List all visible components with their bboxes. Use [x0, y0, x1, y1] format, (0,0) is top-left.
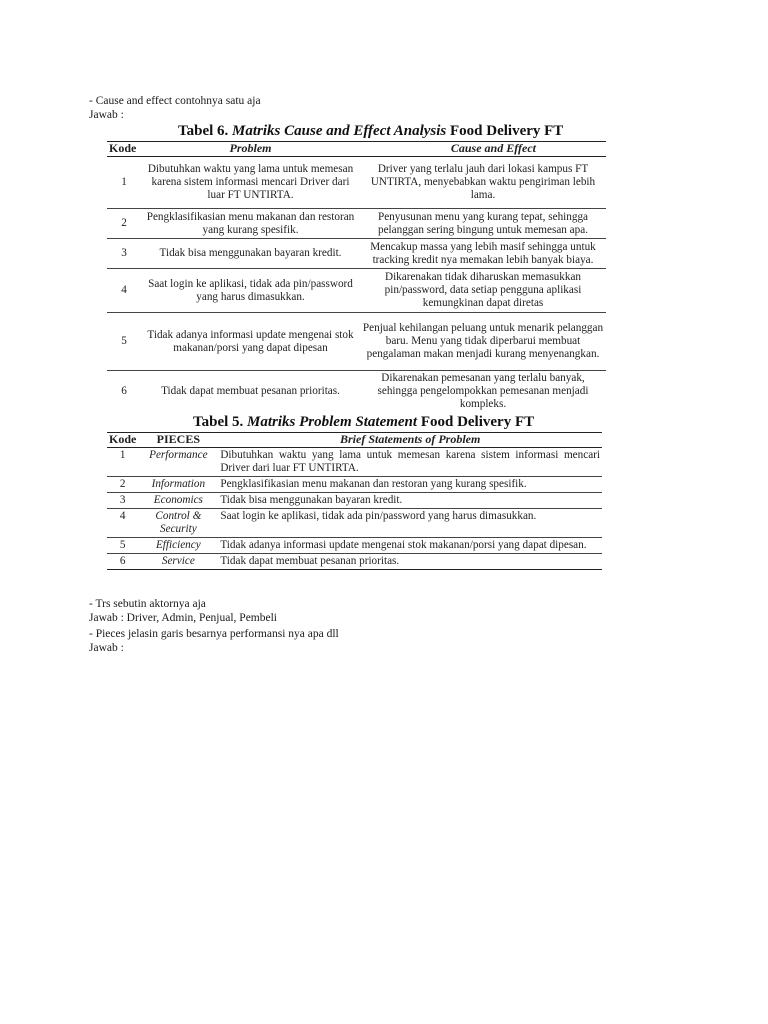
- kode-cell: 3: [107, 239, 141, 269]
- table-row: [107, 371, 606, 413]
- table6-caption-suffix: Food Delivery FT: [450, 123, 564, 139]
- kode-cell: 5: [107, 538, 138, 554]
- cause-effect-table: [107, 141, 606, 413]
- effect-cell: Dikarenakan tidak diharuskan memasukkan pin/password, data setiap pengguna aplikasi kemungkinan dapat diretas: [360, 269, 606, 313]
- kode-cell: 2: [107, 209, 141, 239]
- kode-cell: 4: [107, 509, 138, 538]
- problem-cell: Tidak adanya informasi update mengenai stok makanan/porsi yang dapat dipesan: [141, 313, 360, 371]
- kode-cell: 6: [121, 385, 127, 398]
- table-row: [107, 509, 602, 538]
- table-row: [107, 538, 602, 554]
- table5-caption-prefix: Tabel 5.: [193, 414, 244, 430]
- answer-label: Jawab :: [89, 109, 124, 121]
- header-problem: Problem: [141, 142, 360, 157]
- table-header-row: [107, 142, 606, 157]
- kode-cell: 5: [107, 313, 141, 371]
- problem-cell: Tidak bisa menggunakan bayaran kredit.: [141, 239, 360, 269]
- kode-cell: 6: [107, 554, 138, 570]
- table6-caption: [178, 123, 563, 140]
- statement-cell: Tidak adanya informasi update mengenai stok makanan/porsi yang dapat dipesan.: [218, 538, 602, 554]
- statement-cell: Pengklasifikasian menu makanan dan restoran yang kurang spesifik.: [218, 477, 602, 493]
- effect-cell: Driver yang terlalu jauh dari lokasi kampus FT UNTIRTA, menyebabkan waktu pengiriman lebih lama.: [360, 157, 606, 209]
- pieces-cell: Performance: [138, 448, 218, 477]
- problem-cell: Dibutuhkan waktu yang lama untuk memesan karena sistem informasi mencari Driver dari luar FT UNTIRTA.: [141, 157, 360, 209]
- kode-cell: 2: [107, 477, 138, 493]
- table5-caption: [193, 414, 534, 431]
- kode-cell: 3: [107, 493, 138, 509]
- header-brief-statements: Brief Statements of Problem: [218, 433, 602, 448]
- table-row: [107, 313, 606, 371]
- answer-label: Jawab :: [89, 642, 124, 654]
- problem-statement-table: [107, 432, 602, 570]
- table-row: [107, 448, 602, 477]
- problem-cell: Tidak dapat membuat pesanan prioritas.: [161, 385, 340, 398]
- table5-caption-italic: Matriks Problem Statement: [247, 414, 418, 430]
- table-row: [107, 493, 602, 509]
- problem-cell: Saat login ke aplikasi, tidak ada pin/password yang harus dimasukkan.: [141, 269, 360, 313]
- table-header-row: [107, 433, 602, 448]
- pieces-cell: Economics: [138, 493, 218, 509]
- kode-cell: 1: [107, 157, 141, 209]
- table5-caption-suffix: Food Delivery FT: [420, 414, 535, 430]
- statement-cell: Saat login ke aplikasi, tidak ada pin/password yang harus dimasukkan.: [218, 509, 602, 538]
- question-cause-effect: - Cause and effect contohnya satu aja: [89, 95, 261, 107]
- answer-actors: Jawab : Driver, Admin, Penjual, Pembeli: [89, 612, 277, 624]
- table6-caption-prefix: Tabel 6.: [178, 123, 229, 139]
- table6-caption-italic: Matriks Cause and Effect Analysis: [232, 123, 447, 139]
- header-kode: Kode: [109, 432, 137, 446]
- kode-cell: 4: [107, 269, 141, 313]
- effect-cell: Penyusunan menu yang kurang tepat, sehingga pelanggan sering bingung untuk memesan apa.: [360, 209, 606, 239]
- effect-cell: Dikarenakan pemesanan yang terlalu banyak, sehingga pengelompokkan pemesanan menjadi kompleks.: [377, 372, 589, 411]
- header-pieces: PIECES: [138, 433, 218, 448]
- header-cause-effect: Cause and Effect: [360, 142, 606, 157]
- statement-cell: Tidak dapat membuat pesanan prioritas.: [218, 554, 602, 570]
- statement-cell: Tidak bisa menggunakan bayaran kredit.: [218, 493, 602, 509]
- table-row: [107, 477, 602, 493]
- table-row: [107, 554, 602, 570]
- pieces-cell: Information: [138, 477, 218, 493]
- question-pieces: - Pieces jelasin garis besarnya performansi nya apa dll: [89, 628, 339, 640]
- header-kode: Kode: [107, 142, 141, 157]
- table-row: [107, 239, 606, 269]
- pieces-cell: Control & Security: [138, 509, 218, 538]
- question-actors: - Trs sebutin aktornya aja: [89, 598, 206, 610]
- pieces-cell: Service: [138, 554, 218, 570]
- effect-cell: Mencakup massa yang lebih masif sehingga untuk tracking kredit nya memakan lebih banyak biaya.: [360, 239, 606, 269]
- kode-cell: 1: [107, 448, 138, 477]
- table-row: [107, 209, 606, 239]
- pieces-cell: Efficiency: [138, 538, 218, 554]
- problem-cell: Pengklasifikasian menu makanan dan restoran yang kurang spesifik.: [141, 209, 360, 239]
- statement-cell: Dibutuhkan waktu yang lama untuk memesan karena sistem informasi mencari Driver dari luar FT UNTIRTA.: [218, 448, 602, 477]
- table-row: [107, 157, 606, 209]
- effect-cell: Penjual kehilangan peluang untuk menarik pelanggan baru. Menu yang tidak diperbarui membuat pengalaman makan menjadi kurang menyenangkan.: [360, 313, 606, 371]
- table-row: [107, 269, 606, 313]
